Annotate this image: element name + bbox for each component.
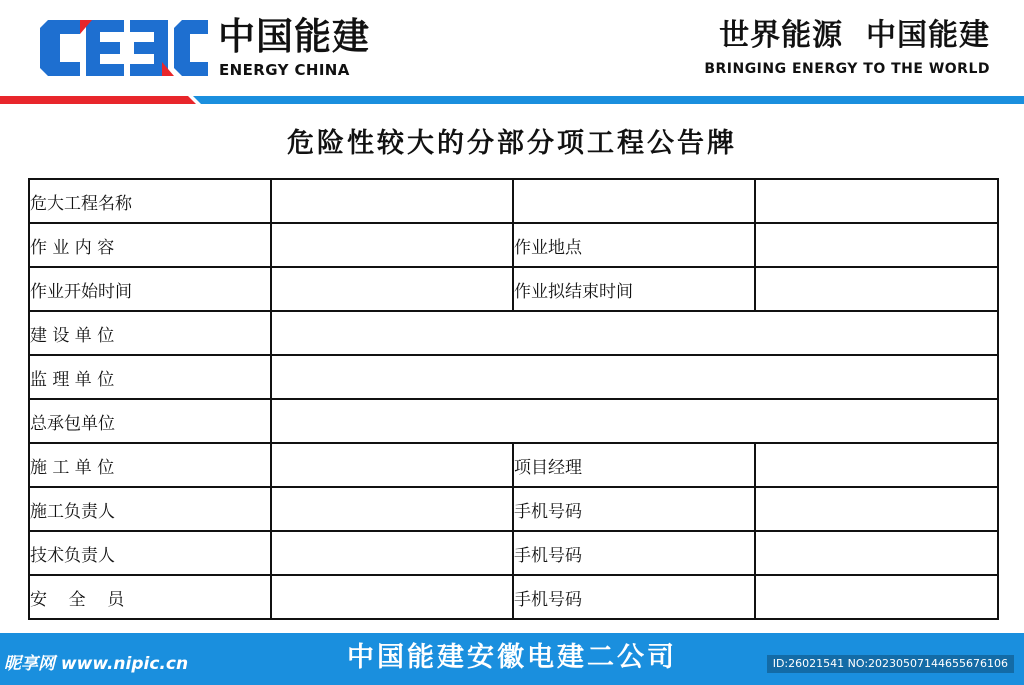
construction-unit-label: 建 设 单 位 [29,311,271,355]
safety-officer-field[interactable] [271,575,513,619]
phone-field[interactable] [755,487,998,531]
info-table [28,178,999,620]
construction-unit-field[interactable] [271,311,998,355]
general-contractor-label: 总承包单位 [29,399,271,443]
table-row [29,531,998,575]
table-row [29,223,998,267]
general-contractor-field[interactable] [271,399,998,443]
table-row [29,575,998,619]
phone-field[interactable] [755,575,998,619]
phone-label: 手机号码 [513,487,755,531]
phone-label: 手机号码 [513,531,755,575]
builder-person-label: 施工负责人 [29,487,271,531]
logo-chinese-name: 中国能建 [218,15,370,58]
builder-person-field[interactable] [271,487,513,531]
table-row [29,311,998,355]
page-title: 危险性较大的分部分项工程公告牌 [287,128,737,159]
project-manager-label: 项目经理 [513,443,755,487]
ceec-logo-icon [38,18,210,78]
header [0,0,1024,100]
header-stripe [0,96,1024,106]
phone-label: 手机号码 [513,575,755,619]
start-time-field[interactable] [271,267,513,311]
project-name-field-3[interactable] [755,179,998,223]
logo-english-name: ENERGY CHINA [219,61,350,79]
table-row [29,399,998,443]
watermark-id: ID:26021541 NO:20230507144655676106 [767,655,1014,673]
work-location-label: 作业地点 [513,223,755,267]
start-time-label: 作业开始时间 [29,267,271,311]
builder-unit-field[interactable] [271,443,513,487]
table-row [29,355,998,399]
project-name-field-2[interactable] [513,179,755,223]
table-row [29,179,998,223]
footer-company-name: 中国能建安徽电建二公司 [347,642,677,673]
work-content-label: 作 业 内 容 [29,223,271,267]
tech-person-label: 技术负责人 [29,531,271,575]
supervision-unit-label: 监 理 单 位 [29,355,271,399]
project-name-field[interactable] [271,179,513,223]
work-content-field[interactable] [271,223,513,267]
table-row [29,487,998,531]
work-location-field[interactable] [755,223,998,267]
builder-unit-label: 施 工 单 位 [29,443,271,487]
watermark-site: 昵享网 www.nipic.cn [4,654,189,674]
phone-field[interactable] [755,531,998,575]
slogan-english: BRINGING ENERGY TO THE WORLD [704,61,990,77]
end-time-field[interactable] [755,267,998,311]
table-row [29,443,998,487]
tech-person-field[interactable] [271,531,513,575]
table-row [29,267,998,311]
supervision-unit-field[interactable] [271,355,998,399]
project-manager-field[interactable] [755,443,998,487]
end-time-label: 作业拟结束时间 [513,267,755,311]
slogan-chinese: 世界能源 中国能建 [719,18,990,53]
project-name-label: 危大工程名称 [29,179,271,223]
safety-officer-label: 安 全 员 [29,575,271,619]
